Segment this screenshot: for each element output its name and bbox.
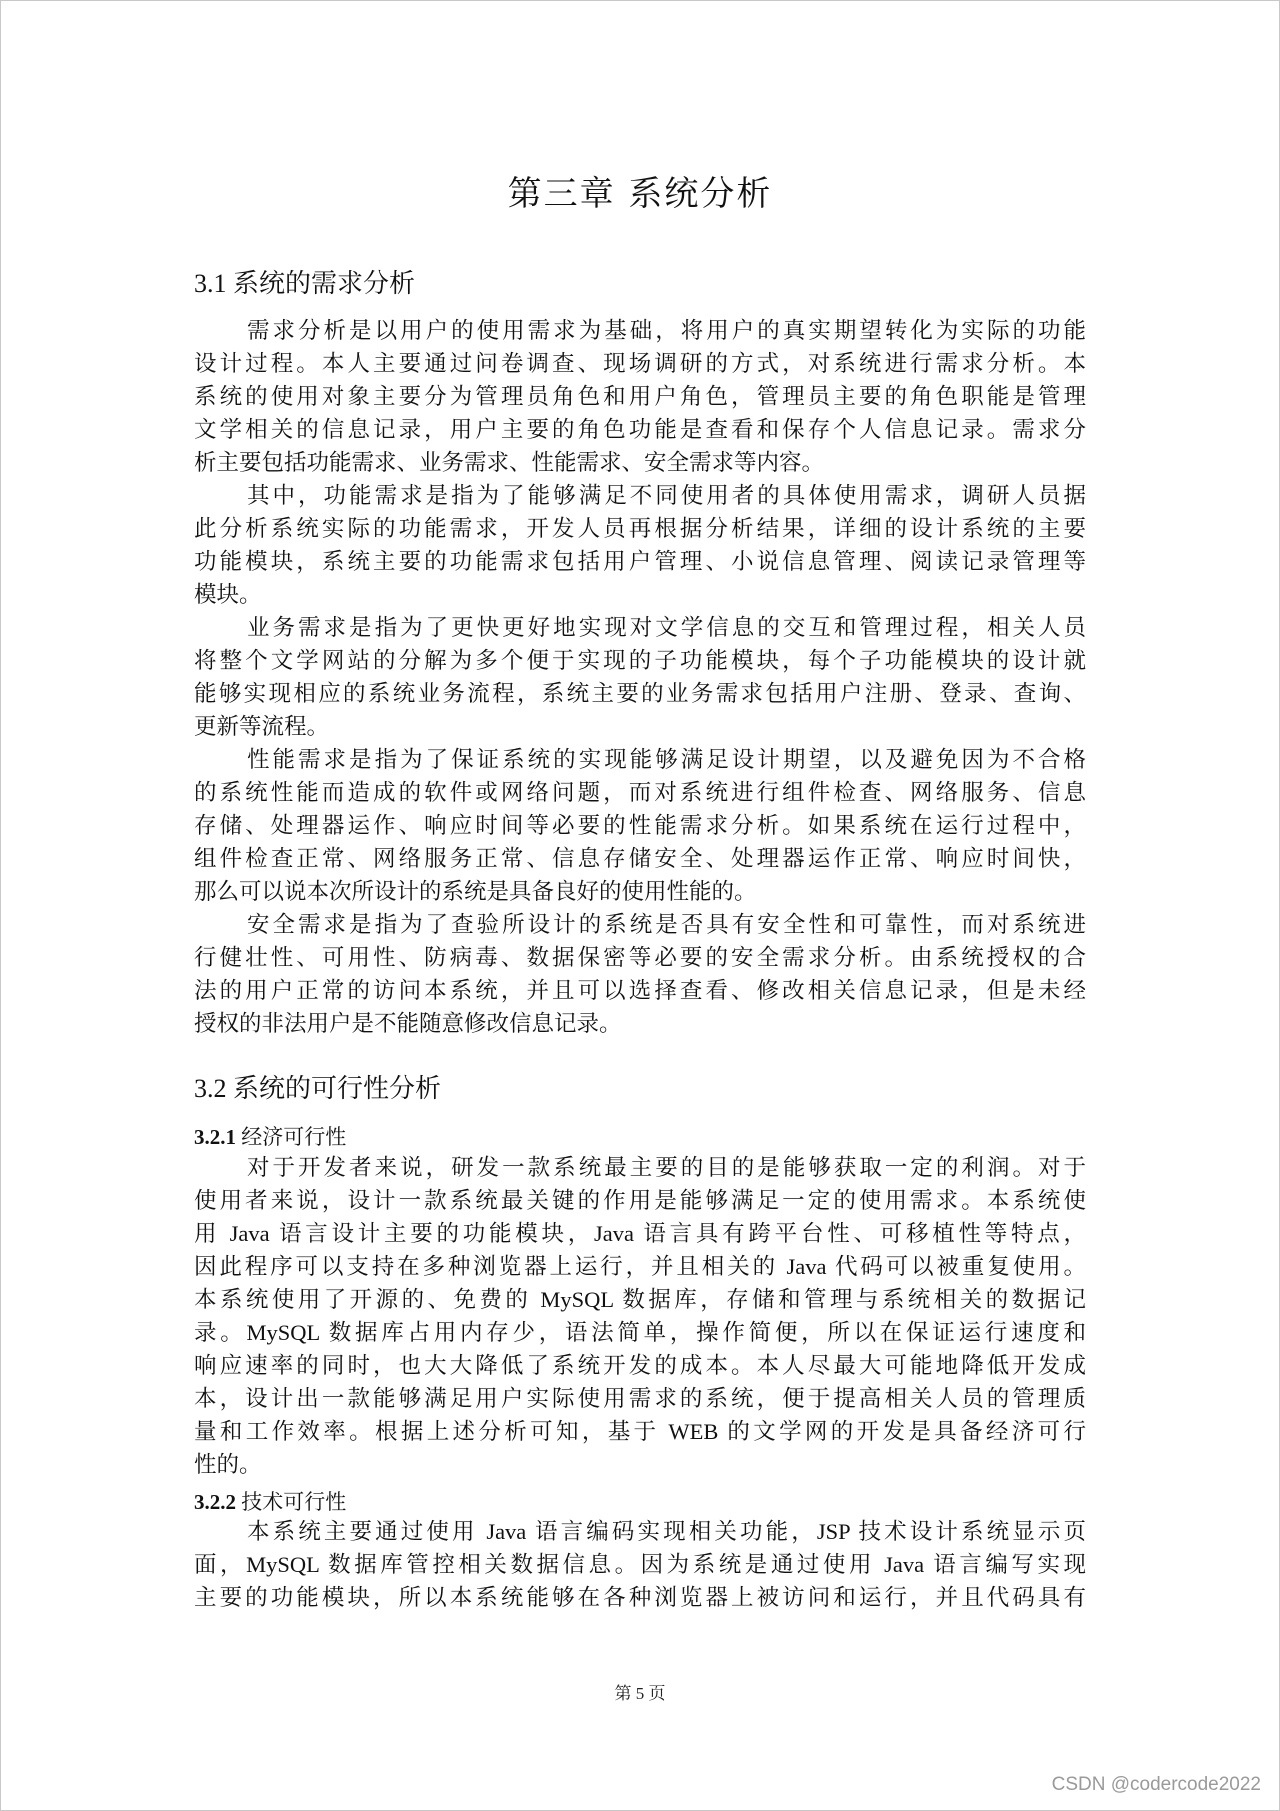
paragraph-line: 用 Java 语言设计主要的功能模块，Java 语言具有跨平台性、可移植性等特点， [194, 1221, 1086, 1246]
paragraph-line: 系统的使用对象主要分为管理员角色和用户角色，管理员主要的角色职能是管理 [194, 384, 1086, 409]
paragraph-line: 量和工作效率。根据上述分析可知，基于 WEB 的文学网的开发是具备经济可行 [194, 1419, 1086, 1444]
paragraph-line: 使用者来说，设计一款系统最关键的作用是能够满足一定的使用需求。本系统使 [194, 1188, 1086, 1213]
paragraph-line: 本，设计出一款能够满足用户实际使用需求的系统，便于提高相关人员的管理质 [194, 1386, 1086, 1411]
paragraph-line: 其中，功能需求是指为了能够满足不同使用者的具体使用需求，调研人员据 [247, 483, 1086, 508]
subsection-title: 经济可行性 [241, 1125, 347, 1149]
paragraph-line: 性能需求是指为了保证系统的实现能够满足设计期望，以及避免因为不合格 [247, 747, 1086, 772]
paragraph-line: 能够实现相应的系统业务流程，系统主要的业务需求包括用户注册、登录、查询、 [194, 681, 1086, 706]
paragraph-line: 需求分析是以用户的使用需求为基础，将用户的真实期望转化为实际的功能 [247, 318, 1086, 343]
paragraph-line: 录。MySQL 数据库占用内存少，语法简单，操作简便，所以在保证运行速度和 [194, 1320, 1086, 1345]
section-heading-3-2: 3.2 系统的可行性分析 [194, 1074, 442, 1103]
paragraph-line: 授权的非法用户是不能随意修改信息记录。 [194, 1011, 622, 1036]
paragraph-line: 那么可以说本次所设计的系统是具备良好的使用性能的。 [194, 879, 757, 904]
subsection-number: 3.2.1 [194, 1125, 236, 1149]
paragraph-line: 模块。 [194, 582, 262, 607]
page-number: 第 5 页 [614, 1684, 666, 1703]
paragraph-line: 功能模块，系统主要的功能需求包括用户管理、小说信息管理、阅读记录管理等 [194, 549, 1086, 574]
subsection-heading-3-2-2 [194, 1486, 346, 1516]
paragraph-line: 更新等流程。 [194, 714, 330, 739]
paragraph-line: 将整个文学网站的分解为多个便于实现的子功能模块，每个子功能模块的设计就 [194, 648, 1086, 673]
paragraph-line: 响应速率的同时，也大大降低了系统开发的成本。本人尽最大可能地降低开发成 [194, 1353, 1086, 1378]
paragraph-line: 此分析系统实际的功能需求，开发人员再根据分析结果，详细的设计系统的主要 [194, 516, 1086, 541]
paragraph-line: 本系统使用了开源的、免费的 MySQL 数据库，存储和管理与系统相关的数据记 [194, 1287, 1086, 1312]
subsection-heading-3-2-1 [194, 1121, 346, 1151]
paragraph-line: 性的。 [194, 1452, 262, 1477]
paragraph-line: 主要的功能模块，所以本系统能够在各种浏览器上被访问和运行，并且代码具有 [194, 1585, 1086, 1610]
paragraph-line: 的系统性能而造成的软件或网络问题，而对系统进行组件检查、网络服务、信息 [194, 780, 1086, 805]
paragraph-line: 析主要包括功能需求、业务需求、性能需求、安全需求等内容。 [194, 450, 825, 475]
section-heading-3-1: 3.1 系统的需求分析 [194, 269, 416, 298]
paragraph-line: 本系统主要通过使用 Java 语言编码实现相关功能，JSP 技术设计系统显示页 [247, 1519, 1086, 1544]
paragraph-line: 面，MySQL 数据库管控相关数据信息。因为系统是通过使用 Java 语言编写实现 [194, 1552, 1086, 1577]
paragraph-line: 文学相关的信息记录，用户主要的角色功能是查看和保存个人信息记录。需求分 [194, 417, 1086, 442]
chapter-title: 第三章 系统分析 [507, 174, 773, 214]
paragraph-line: 设计过程。本人主要通过问卷调查、现场调研的方式，对系统进行需求分析。本 [194, 351, 1086, 376]
subsection-number: 3.2.2 [194, 1490, 236, 1514]
paragraph-line: 行健壮性、可用性、防病毒、数据保密等必要的安全需求分析。由系统授权的合 [194, 945, 1086, 970]
paragraph-line: 安全需求是指为了查验所设计的系统是否具有安全性和可靠性，而对系统进 [247, 912, 1086, 937]
paragraph-line: 组件检查正常、网络服务正常、信息存储安全、处理器运作正常、响应时间快， [194, 846, 1086, 871]
paragraph-line: 对于开发者来说，研发一款系统最主要的目的是能够获取一定的利润。对于 [247, 1155, 1086, 1180]
watermark: CSDN @codercode2022 [1051, 1774, 1261, 1795]
subsection-title: 技术可行性 [241, 1490, 347, 1514]
paragraph-line: 存储、处理器运作、响应时间等必要的性能需求分析。如果系统在运行过程中， [194, 813, 1086, 838]
paragraph-line: 业务需求是指为了更快更好地实现对文学信息的交互和管理过程，相关人员 [247, 615, 1086, 640]
paragraph-line: 法的用户正常的访问本系统，并且可以选择查看、修改相关信息记录，但是未经 [194, 978, 1086, 1003]
paragraph-line: 因此程序可以支持在多种浏览器上运行，并且相关的 Java 代码可以被重复使用。 [194, 1254, 1086, 1279]
